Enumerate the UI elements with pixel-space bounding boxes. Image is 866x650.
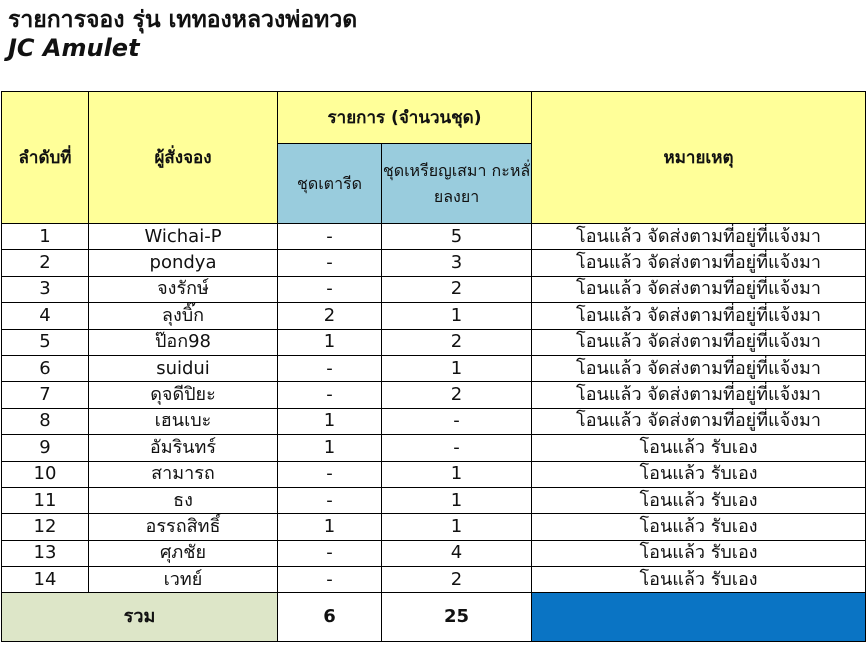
total-row (2, 593, 866, 642)
cell-note: โอนแล้ว จัดส่งตามที่อยู่ที่แจ้งมา (532, 224, 866, 250)
cell-name: อัมรินทร์ (89, 435, 278, 461)
table-row (2, 408, 866, 434)
cell-no: 9 (2, 435, 89, 461)
cell-no: 7 (2, 382, 89, 408)
col-header-no: ลำดับที่ (2, 92, 89, 224)
table-row (2, 514, 866, 540)
cell-note: โอนแล้ว รับเอง (532, 487, 866, 513)
cell-name: ลุงบิ๊ก (89, 303, 278, 329)
cell-set1: 1 (278, 514, 382, 540)
table-row (2, 487, 866, 513)
cell-note: โอนแล้ว จัดส่งตามที่อยู่ที่แจ้งมา (532, 408, 866, 434)
table-row (2, 461, 866, 487)
table-row (2, 567, 866, 593)
cell-name: ธง (89, 487, 278, 513)
cell-name: ป๊อก98 (89, 329, 278, 355)
col-header-note: หมายเหตุ (532, 92, 866, 224)
cell-set2: 1 (382, 514, 532, 540)
cell-note: โอนแล้ว จัดส่งตามที่อยู่ที่แจ้งมา (532, 303, 866, 329)
cell-name: pondya (89, 250, 278, 276)
table-row (2, 435, 866, 461)
cell-name: suidui (89, 355, 278, 381)
cell-note: โอนแล้ว รับเอง (532, 435, 866, 461)
cell-set2: 2 (382, 567, 532, 593)
cell-set2: 1 (382, 487, 532, 513)
cell-set2: - (382, 435, 532, 461)
cell-note: โอนแล้ว จัดส่งตามที่อยู่ที่แจ้งมา (532, 250, 866, 276)
cell-name: อรรถสิทธิ์ (89, 514, 278, 540)
cell-set2: 1 (382, 461, 532, 487)
cell-note: โอนแล้ว จัดส่งตามที่อยู่ที่แจ้งมา (532, 329, 866, 355)
cell-no: 8 (2, 408, 89, 434)
cell-note: โอนแล้ว จัดส่งตามที่อยู่ที่แจ้งมา (532, 382, 866, 408)
cell-name: สามารถ (89, 461, 278, 487)
table-row (2, 540, 866, 566)
cell-no: 6 (2, 355, 89, 381)
cell-set1: 1 (278, 408, 382, 434)
cell-no: 2 (2, 250, 89, 276)
cell-set1: 1 (278, 329, 382, 355)
cell-note: โอนแล้ว รับเอง (532, 540, 866, 566)
cell-no: 11 (2, 487, 89, 513)
cell-set1: - (278, 355, 382, 381)
cell-set2: 3 (382, 250, 532, 276)
cell-note: โอนแล้ว รับเอง (532, 567, 866, 593)
total-note-cell (532, 593, 866, 642)
cell-set1: - (278, 487, 382, 513)
cell-set2: 1 (382, 355, 532, 381)
cell-set2: 1 (382, 303, 532, 329)
cell-name: เวทย์ (89, 567, 278, 593)
cell-set2: 2 (382, 329, 532, 355)
cell-set1: - (278, 567, 382, 593)
cell-set2: - (382, 408, 532, 434)
col-header-group: รายการ (จำนวนชุด) (278, 92, 532, 144)
cell-no: 12 (2, 514, 89, 540)
table-row (2, 250, 866, 276)
cell-note: โอนแล้ว รับเอง (532, 514, 866, 540)
cell-no: 3 (2, 276, 89, 302)
cell-name: Wichai-P (89, 224, 278, 250)
table-row (2, 276, 866, 302)
cell-name: เฮนเบะ (89, 408, 278, 434)
cell-set1: - (278, 276, 382, 302)
cell-set1: 2 (278, 303, 382, 329)
cell-set2: 2 (382, 382, 532, 408)
cell-set1: - (278, 461, 382, 487)
page-subtitle: JC Amulet (8, 34, 140, 62)
table-row (2, 355, 866, 381)
cell-set1: - (278, 224, 382, 250)
cell-set2: 4 (382, 540, 532, 566)
cell-name: จงรักษ์ (89, 276, 278, 302)
col-header-set1: ชุดเตารีด (278, 144, 382, 224)
cell-set1: - (278, 250, 382, 276)
total-set2: 25 (382, 593, 532, 642)
cell-no: 13 (2, 540, 89, 566)
booking-table (1, 91, 866, 642)
table-row (2, 329, 866, 355)
total-label: รวม (2, 593, 278, 642)
cell-note: โอนแล้ว รับเอง (532, 461, 866, 487)
cell-no: 10 (2, 461, 89, 487)
cell-set1: - (278, 540, 382, 566)
cell-note: โอนแล้ว จัดส่งตามที่อยู่ที่แจ้งมา (532, 355, 866, 381)
col-header-name: ผู้สั่งจอง (89, 92, 278, 224)
table-row (2, 303, 866, 329)
table-row (2, 382, 866, 408)
cell-no: 5 (2, 329, 89, 355)
cell-name: ดุจดีปิยะ (89, 382, 278, 408)
cell-no: 1 (2, 224, 89, 250)
cell-set2: 2 (382, 276, 532, 302)
cell-no: 4 (2, 303, 89, 329)
col-header-set2: ชุดเหรียญเสมา กะหลั่ยลงยา (382, 144, 532, 224)
cell-set1: 1 (278, 435, 382, 461)
cell-name: ศุภชัย (89, 540, 278, 566)
cell-set2: 5 (382, 224, 532, 250)
total-set1: 6 (278, 593, 382, 642)
cell-no: 14 (2, 567, 89, 593)
page-title: รายการจอง รุ่น เททองหลวงพ่อทวด (8, 7, 358, 33)
table-row (2, 224, 866, 250)
cell-set1: - (278, 382, 382, 408)
cell-note: โอนแล้ว จัดส่งตามที่อยู่ที่แจ้งมา (532, 276, 866, 302)
